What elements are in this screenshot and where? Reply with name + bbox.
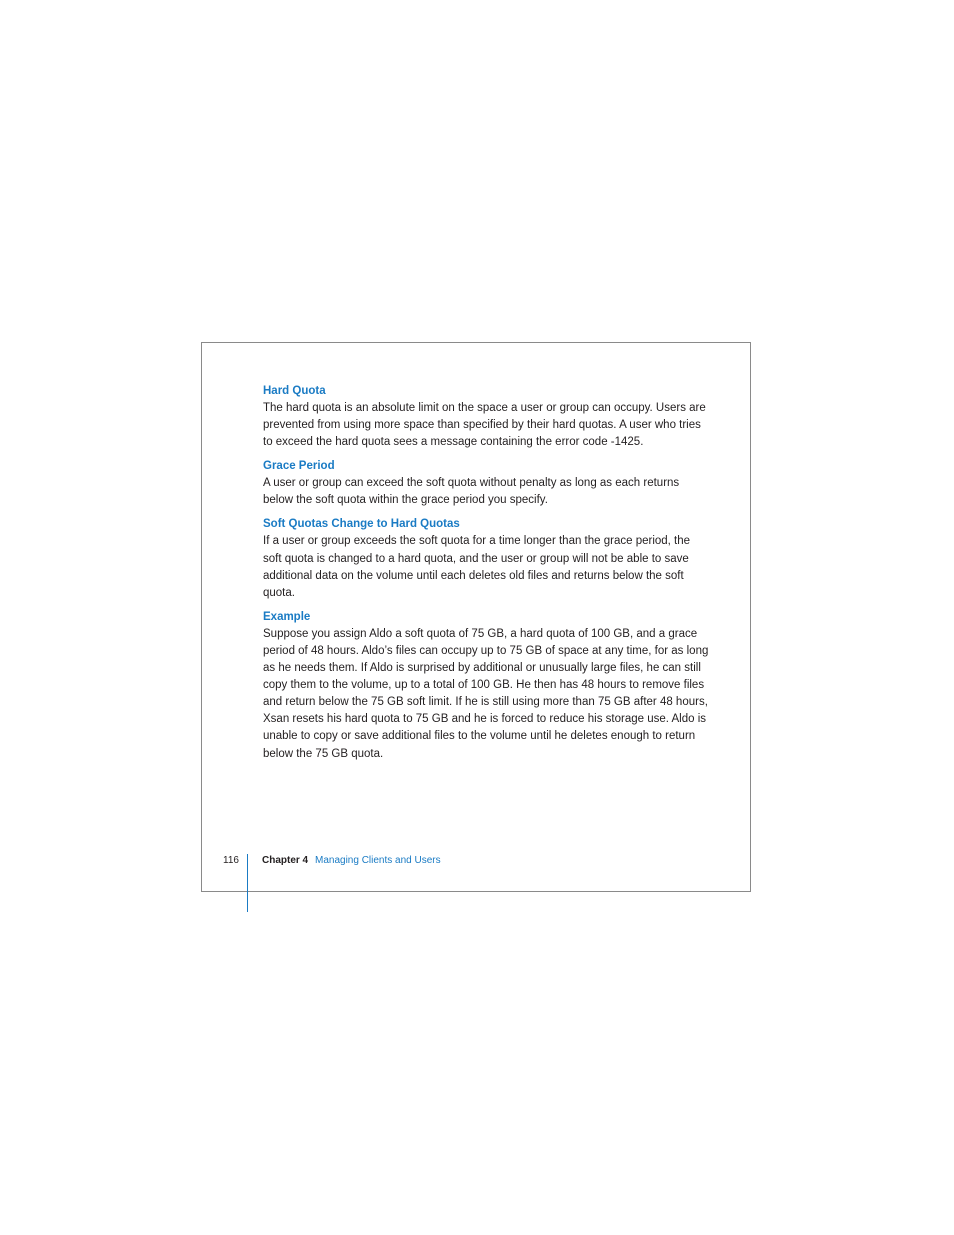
chapter-title: Managing Clients and Users — [315, 855, 441, 866]
body-line: additional data on the volume until each deletes old files and returns below the soft — [263, 569, 684, 582]
chapter-label: Chapter 4 — [262, 855, 309, 866]
body-line: as he needs them. If Aldo is surprised by additional or unusually large files, he can still — [263, 662, 701, 675]
body-line: period of 48 hours. Aldo’s files can occupy up to 75 GB of space at any time, for as long — [263, 644, 709, 657]
section-example — [263, 609, 713, 763]
section-soft-quotas-change — [263, 516, 713, 601]
body-line: unable to copy or save additional files to the volume until he deletes enough to return — [263, 730, 696, 743]
body-line: soft quota is changed to a hard quota, and the user or group will not be able to save — [263, 552, 689, 565]
section-grace-period — [263, 458, 713, 509]
body-line: to exceed the hard quota sees a message containing the error code -1425. — [263, 436, 644, 449]
section-body — [263, 475, 713, 509]
body-line: quota. — [263, 586, 295, 599]
footer-divider — [247, 854, 248, 912]
section-heading: Example — [263, 610, 311, 623]
body-line: and return below the 75 GB soft limit. If he is still using more than 75 GB after 48 hours, — [263, 696, 708, 709]
body-line: A user or group can exceed the soft quota without penalty as long as each returns — [263, 477, 680, 490]
section-body — [263, 533, 713, 601]
section-heading: Soft Quotas Change to Hard Quotas — [263, 518, 460, 531]
section-body — [263, 400, 713, 451]
section-hard-quota — [263, 383, 713, 451]
section-body — [263, 626, 713, 763]
body-line: Suppose you assign Aldo a soft quota of 75 GB, a hard quota of 100 GB, and a grace — [263, 627, 698, 640]
body-line: prevented from using more space than specified by their hard quotas. A user who tries — [263, 419, 701, 432]
section-heading: Hard Quota — [263, 385, 326, 397]
body-line: If a user or group exceeds the soft quota for a time longer than the grace period, the — [263, 535, 691, 548]
section-heading: Grace Period — [263, 460, 335, 473]
page-number: 116 — [223, 855, 239, 866]
body-line: copy them to the volume, up to a total of 100 GB. He then has 48 hours to remove files — [263, 679, 705, 692]
body-line: Xsan resets his hard quota to 75 GB and he is forced to reduce his storage use. Aldo is — [263, 713, 707, 726]
body-line: below the 75 GB quota. — [263, 747, 384, 760]
body-line: The hard quota is an absolute limit on the space a user or group can occupy. Users are — [263, 402, 706, 414]
page-content — [263, 383, 713, 763]
page-footer — [201, 850, 751, 912]
body-line: below the soft quota within the grace period you specify. — [263, 494, 548, 507]
